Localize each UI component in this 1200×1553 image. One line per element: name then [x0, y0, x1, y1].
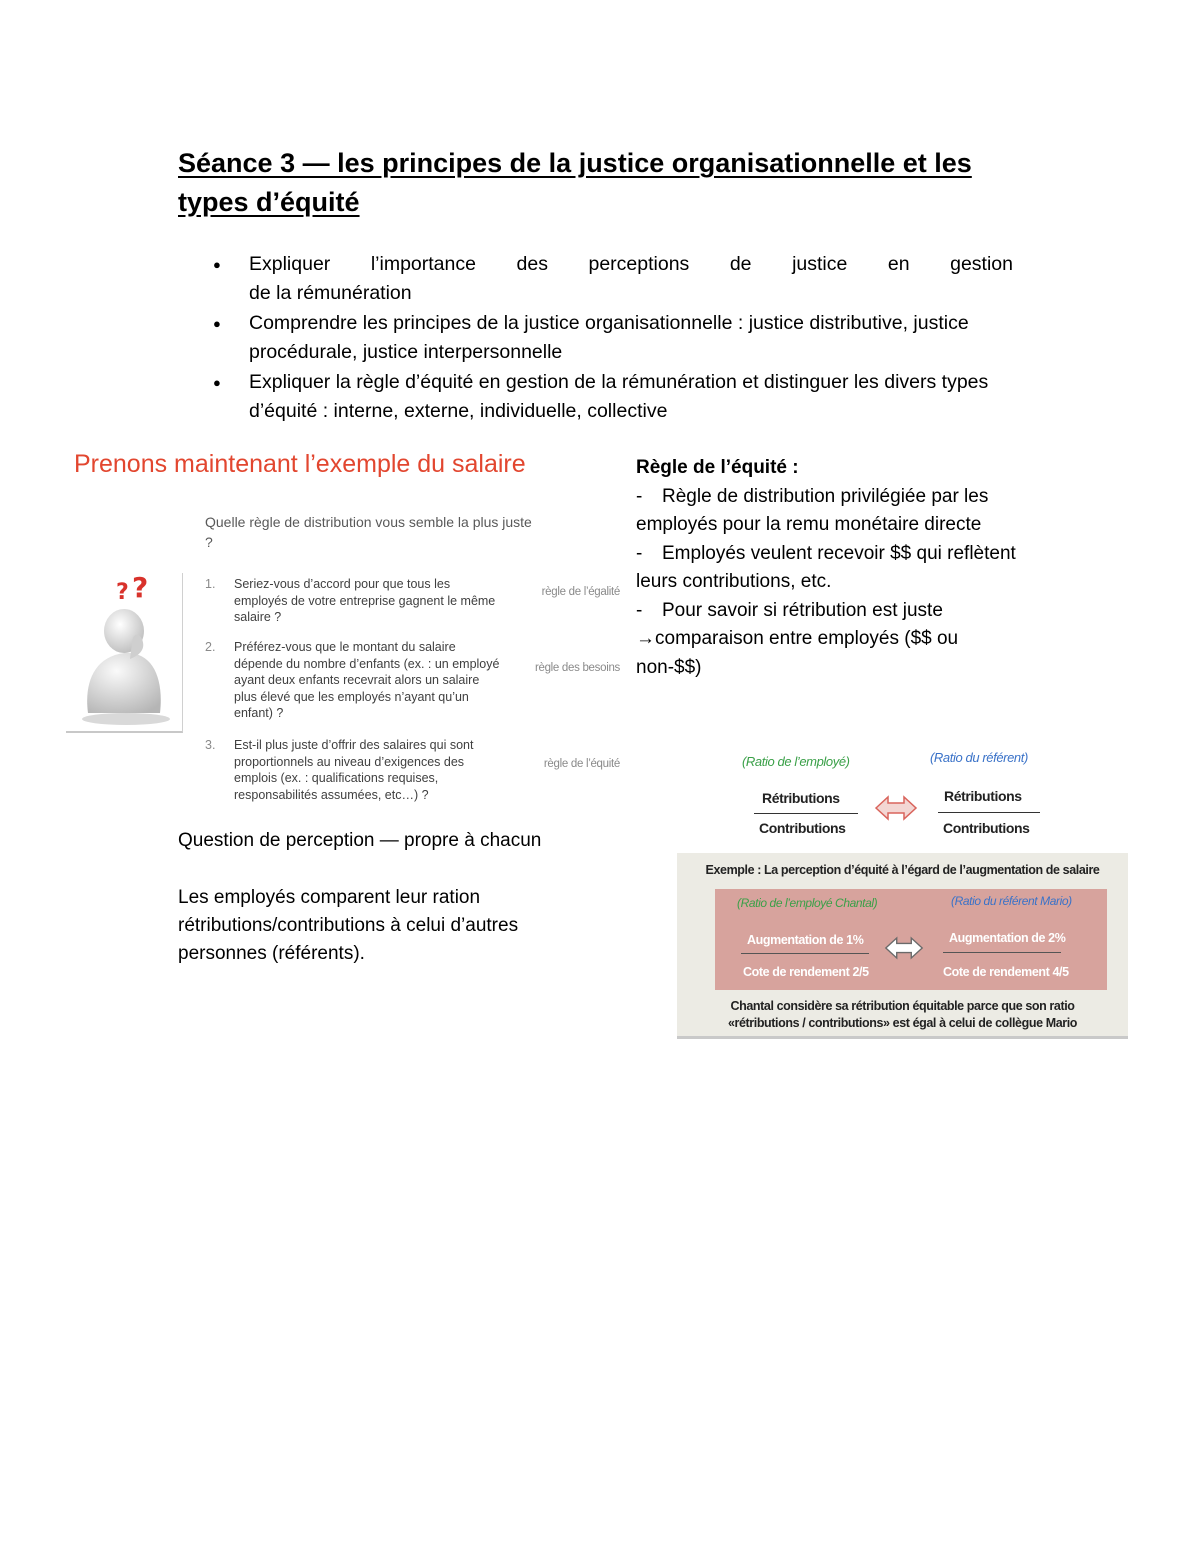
objective-item: ● Expliquer la règle d’équité en gestion de la rémunération et distinguer les divers types d’équité : interne, externe, individuelle, collective: [213, 368, 1013, 426]
slide-question-item: [205, 737, 505, 803]
objectives-list: [213, 250, 1013, 427]
rule-of-equity: [636, 454, 1026, 682]
rule-label: règle des besoins: [534, 662, 620, 674]
slide-question-item: [205, 639, 505, 722]
referent-denominator: Cote de rendement 4/5: [943, 965, 1069, 979]
slide-title: Prenons maintenant l’exemple du salaire: [74, 450, 526, 478]
employee-denominator: Contributions: [759, 820, 846, 836]
rule-point-text: Pour savoir si rétribution est juste: [662, 599, 943, 621]
caption-line: «rétributions / contributions» est égal à celui de collègue Mario: [727, 1016, 1078, 1030]
svg-text:?: ?: [116, 580, 129, 605]
perception-text: Question de perception — propre à chacun: [178, 830, 542, 851]
fraction-bar: [741, 953, 869, 954]
referent-numerator: Augmentation de 2%: [949, 931, 1066, 945]
comparison-text: Les employés comparent leur ration rétributions/contributions à celui d’autres personnes (référents).: [178, 887, 519, 964]
rule-point: - Employés veulent recevoir $$ qui reflètent leurs contributions, etc.: [636, 542, 1016, 592]
slide-question: Quelle règle de distribution vous semble la plus juste ?: [205, 514, 532, 550]
svg-text:?: ?: [132, 573, 149, 604]
double-arrow-icon: [884, 935, 924, 966]
fraction-bar: [938, 812, 1040, 813]
salary-increase-example: [677, 853, 1128, 1039]
fraction-bar: [754, 813, 858, 814]
right-arrow-icon: →: [636, 628, 655, 649]
employee-ratio-label: (Ratio de l’employé Chantal): [737, 896, 878, 910]
objective-line: Expliquer l’importance des perceptions de justice en gestion: [249, 253, 1013, 275]
thinking-person-question-marks-icon: [66, 573, 183, 733]
objective-line: de la rémunération: [249, 282, 412, 304]
item-number: 3.: [205, 738, 216, 752]
example-title: Exemple : La perception d’équité à l’égard de l’augmentation de salaire: [705, 863, 1100, 877]
example-caption: [677, 998, 1128, 1032]
rule-point: - Règle de distribution privilégiée par les employés pour la remu monétaire directe: [636, 485, 989, 535]
employee-ratio-label: (Ratio de l’employé): [742, 754, 850, 769]
rule-point-text: Règle de distribution privilégiée par les employés pour la remu monétaire directe: [636, 485, 989, 535]
rule-point: - Pour savoir si rétribution est juste: [636, 599, 943, 621]
rule-label: règle de l’égalité: [541, 586, 620, 598]
slide-question-item: [205, 576, 505, 626]
objective-item: ● Comprendre les principes de la justice organisationnelle : justice distributive, justice procédurale, justice interpersonnelle: [213, 309, 1013, 367]
item-number: 1.: [205, 577, 216, 591]
item-text: Est-il plus juste d’offrir des salaires qui sont proportionnels au niveau d’exigences des emplois (ex. : qualifications requises, responsabilités assumées, etc…) ?: [234, 738, 474, 802]
ratio-diagram: [740, 744, 1050, 844]
objective-item: [213, 250, 1013, 308]
page-title: Séance 3 — les principes de la justice organisationnelle et les types d’équité: [178, 148, 972, 217]
double-arrow-icon: [874, 794, 918, 827]
referent-ratio-label: (Ratio du référent): [930, 750, 1028, 765]
example-ratio-box: [715, 889, 1107, 990]
rule-title: Règle de l’équité :: [636, 457, 799, 478]
salary-example-slide: [64, 445, 624, 823]
referent-numerator: Rétributions: [944, 788, 1022, 804]
employee-denominator: Cote de rendement 2/5: [743, 965, 869, 979]
rule-comparison-text: comparaison entre employés ($$ ou non-$$): [636, 628, 959, 678]
item-text: Seriez-vous d’accord pour que tous les employés de votre entreprise gagnent le même salaire ?: [234, 577, 496, 624]
employee-numerator: Rétributions: [762, 790, 840, 806]
fraction-bar: [943, 952, 1061, 953]
item-number: 2.: [205, 640, 216, 654]
rule-comparison: [636, 625, 1026, 682]
rule-label: règle de l’équité: [543, 758, 620, 770]
employee-numerator: Augmentation de 1%: [747, 933, 864, 947]
caption-line: Chantal considère sa rétribution équitable parce que son ratio: [730, 999, 1075, 1013]
rule-point-text: Employés veulent recevoir $$ qui reflètent leurs contributions, etc.: [636, 542, 1016, 592]
item-text: Préférez-vous que le montant du salaire dépende du nombre d’enfants (ex. : un employé ayant deux enfants recevrait alors un salaire plus élevé que les employés n’ayant qu’un enfant) ?: [234, 640, 500, 720]
referent-denominator: Contributions: [943, 820, 1030, 836]
referent-ratio-label: (Ratio du référent Mario): [951, 894, 1072, 908]
